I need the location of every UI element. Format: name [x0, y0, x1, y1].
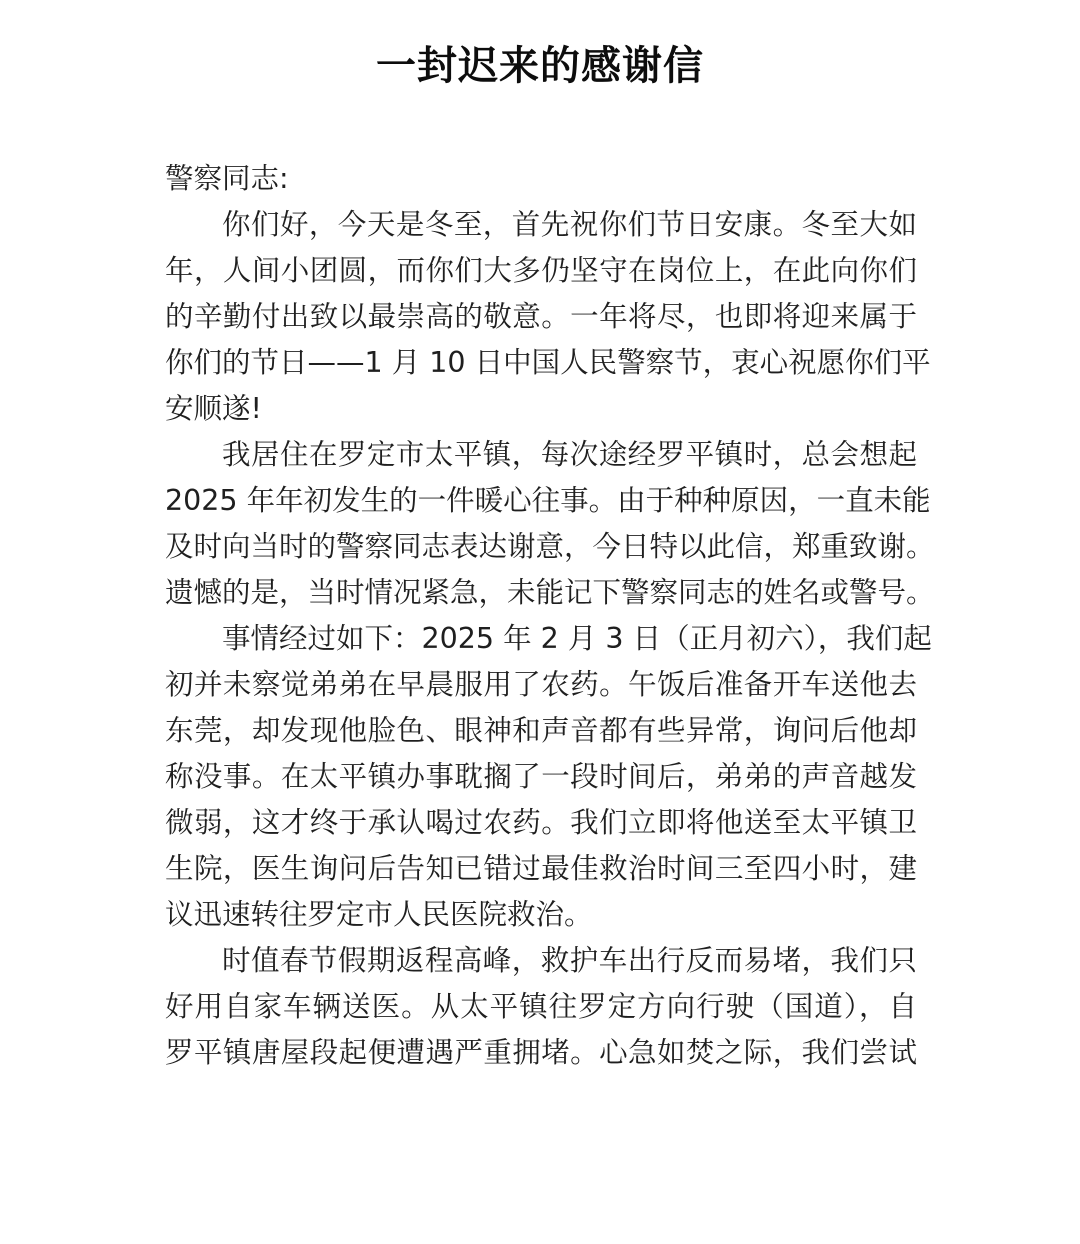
paragraph-2-line-3: 及时向当时的警察同志表达谢意，今日特以此信，郑重致谢。	[165, 530, 935, 563]
paragraph-4-line-3: 罗平镇唐屋段起便遭遇严重拥堵。心急如焚之际，我们尝试	[165, 1036, 917, 1069]
paragraph-1-line-4: 你们的节日——1 月 10 日中国人民警察节，衷心祝愿你们平	[165, 346, 931, 379]
paragraph-2-line-1: 我居住在罗定市太平镇，每次途经罗平镇时，总会想起	[222, 438, 917, 471]
paragraph-3-line-3: 东莞，却发现他脸色、眼神和声音都有些异常，询问后他却	[165, 714, 917, 747]
paragraph-1-line-3: 的辛勤付出致以最崇高的敬意。一年将尽，也即将迎来属于	[165, 300, 917, 333]
paragraph-4-line-1: 时值春节假期返程高峰，救护车出行反而易堵，我们只	[222, 944, 917, 977]
salutation: 警察同志:	[165, 162, 289, 195]
paragraph-1-line-1: 你们好，今天是冬至，首先祝你们节日安康。冬至大如	[222, 208, 917, 241]
letter-title: 一封迟来的感谢信	[376, 42, 704, 89]
paragraph-4-line-2: 好用自家车辆送医。从太平镇往罗定方向行驶（国道），自	[165, 990, 917, 1023]
paragraph-3-line-4: 称没事。在太平镇办事耽搁了一段时间后，弟弟的声音越发	[165, 760, 917, 793]
paragraph-3-line-5: 微弱，这才终于承认喝过农药。我们立即将他送至太平镇卫	[165, 806, 917, 839]
paragraph-2-line-2: 2025 年年初发生的一件暖心往事。由于种种原因，一直未能	[165, 484, 931, 517]
paragraph-3-line-1: 事情经过如下：2025 年 2 月 3 日（正月初六），我们起	[222, 622, 932, 655]
letter-body	[165, 156, 935, 1076]
paragraph-1-line-5: 安顺遂!	[165, 392, 262, 425]
paragraph-3-line-7: 议迅速转往罗定市人民医院救治。	[165, 898, 593, 931]
paragraph-1-line-2: 年，人间小团圆，而你们大多仍坚守在岗位上，在此向你们	[165, 254, 917, 287]
paragraph-2-line-4: 遗憾的是，当时情况紧急，未能记下警察同志的姓名或警号。	[165, 576, 935, 609]
paragraph-3-line-6: 生院，医生询问后告知已错过最佳救治时间三至四小时，建	[165, 852, 917, 885]
paragraph-3-line-2: 初并未察觉弟弟在早晨服用了农药。午饭后准备开车送他去	[165, 668, 917, 701]
